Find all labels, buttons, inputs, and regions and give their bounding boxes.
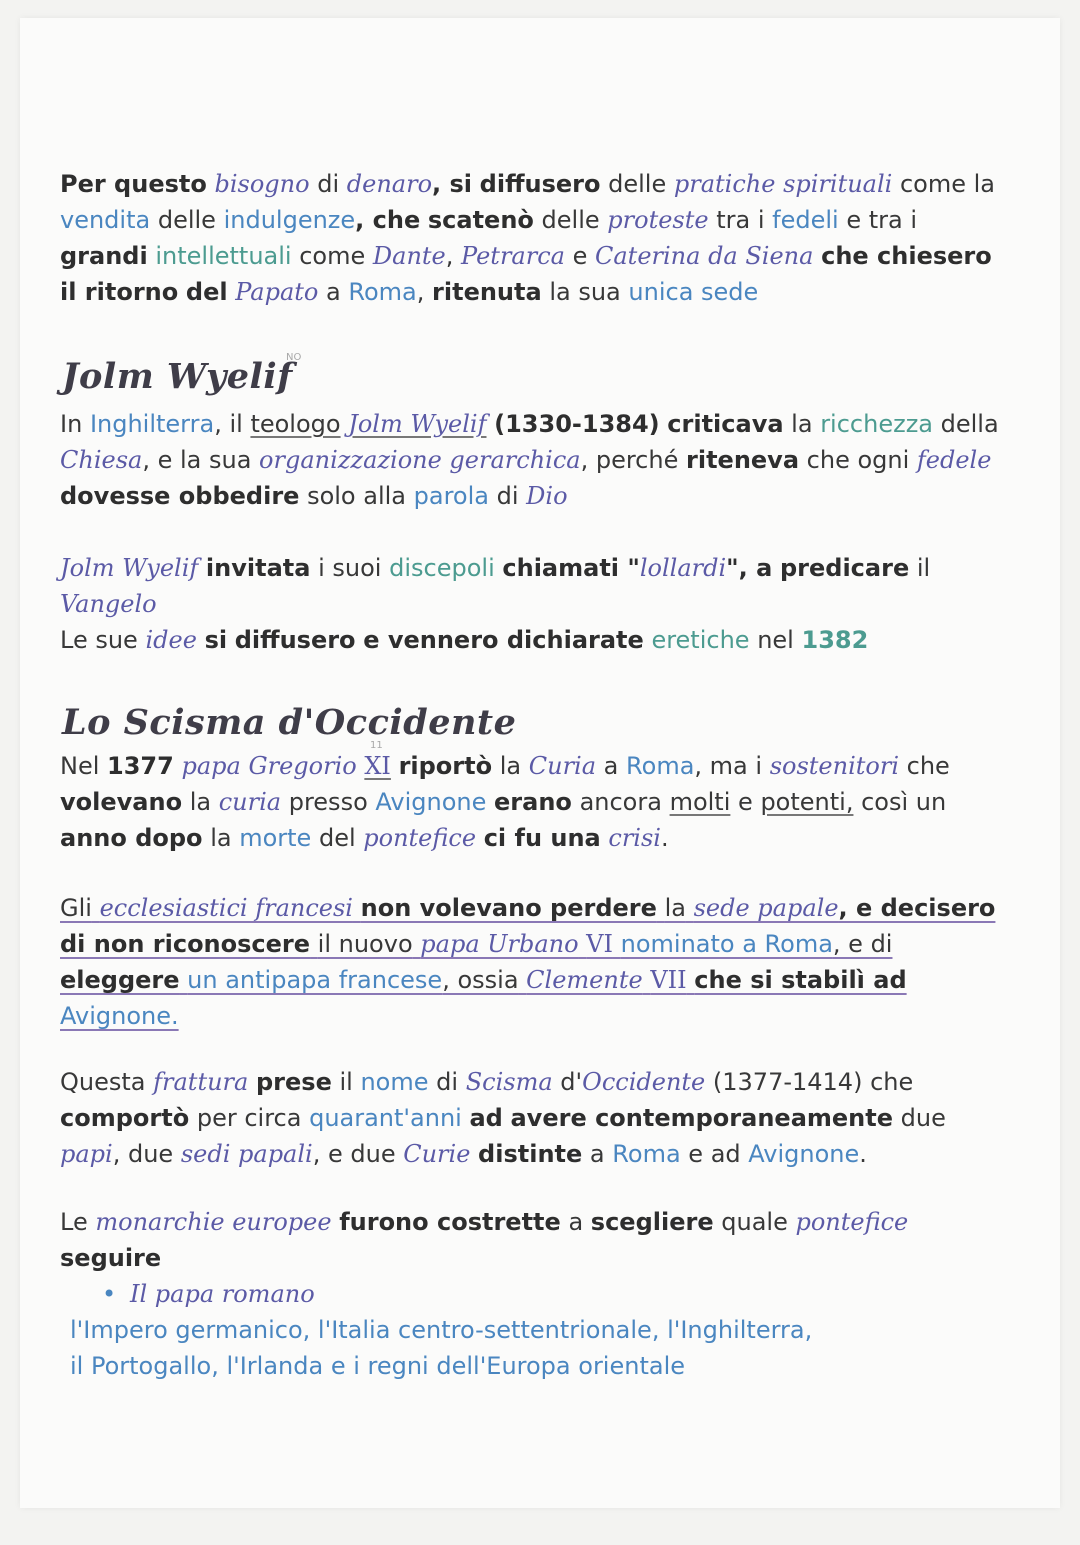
roman-obedience-line-1: l'Impero germanico, l'Italia centro-settentrionale, l'Inghilterra, [70,1316,813,1344]
paragraph-monarchies [60,1204,1000,1384]
margin-note-11: 11 [370,740,383,751]
paragraph-wyclif-critique: In Inghilterra, il teologo Jolm Wyelif (1330-1384) criticava la ricchezza della Chiesa, e la sua organizzazione gerarchica, perché riteneva che ogni fedele dovesse obbedire solo alla parola di Dio [60,410,999,510]
roman-obedience-line-2: il Portogallo, l'Irlanda e i regni dell'Europa orientale [70,1352,685,1380]
paragraph-schism-definition: Questa frattura prese il nome di Scisma d'Occidente (1377-1414) che comportò per circa quarant'anni ad avere contemporaneamente due papi, due sedi papali, e due Curie distinte a Roma e ad Avignone. [60,1068,946,1168]
heading-wyclif-title: Jolm Wyelif [62,356,293,397]
heading-western-schism [62,702,516,743]
paragraph-antipope: Gli ecclesiastici francesi non volevano perdere la sede papale, e decisero di non riconoscere il nuovo papa Urbano VI nominato a Roma, e di eleggere un antipapa francese, ossia Clemente VII che si stabilì ad Avignone. [60,894,996,1030]
margin-note-no: NO [286,352,302,363]
paragraph-papacy-money: Per questo bisogno di denaro, si diffusero delle pratiche spirituali come la vendita delle indulgenze, che scatenò delle proteste tra i fedeli e tra i grandi intellettuali come Dante, Petrarca e Caterina da Siena che chiesero il ritorno del Papato a Roma, ritenuta la sua unica sede [60,170,996,306]
monarchies-line: Le monarchie europee furono costrette a scegliere quale pontefice seguire [60,1208,909,1272]
bullet-dot-icon: • [102,1280,117,1308]
paragraph-heresy: Le sue idee si diffusero e vennero dichiarate eretiche nel 1382 [60,626,869,654]
paragraph-curia-return: Nel 1377 papa Gregorio XI riportò la Curia a Roma, ma i sostenitori che volevano la curia presso Avignone erano ancora molti e potenti, così un anno dopo la morte del pontefice ci fu una crisi. [60,752,950,852]
heading-wyclif [62,356,293,397]
notebook-page [20,18,1060,1508]
paragraph-lollards: Jolm Wyelif invitata i suoi discepoli chiamati "lollardi", a predicare il Vangelo [60,554,931,618]
list-item: • Il papa romano [60,1276,1000,1312]
heading-western-schism-title: Lo Scisma d'Occidente [62,702,517,743]
